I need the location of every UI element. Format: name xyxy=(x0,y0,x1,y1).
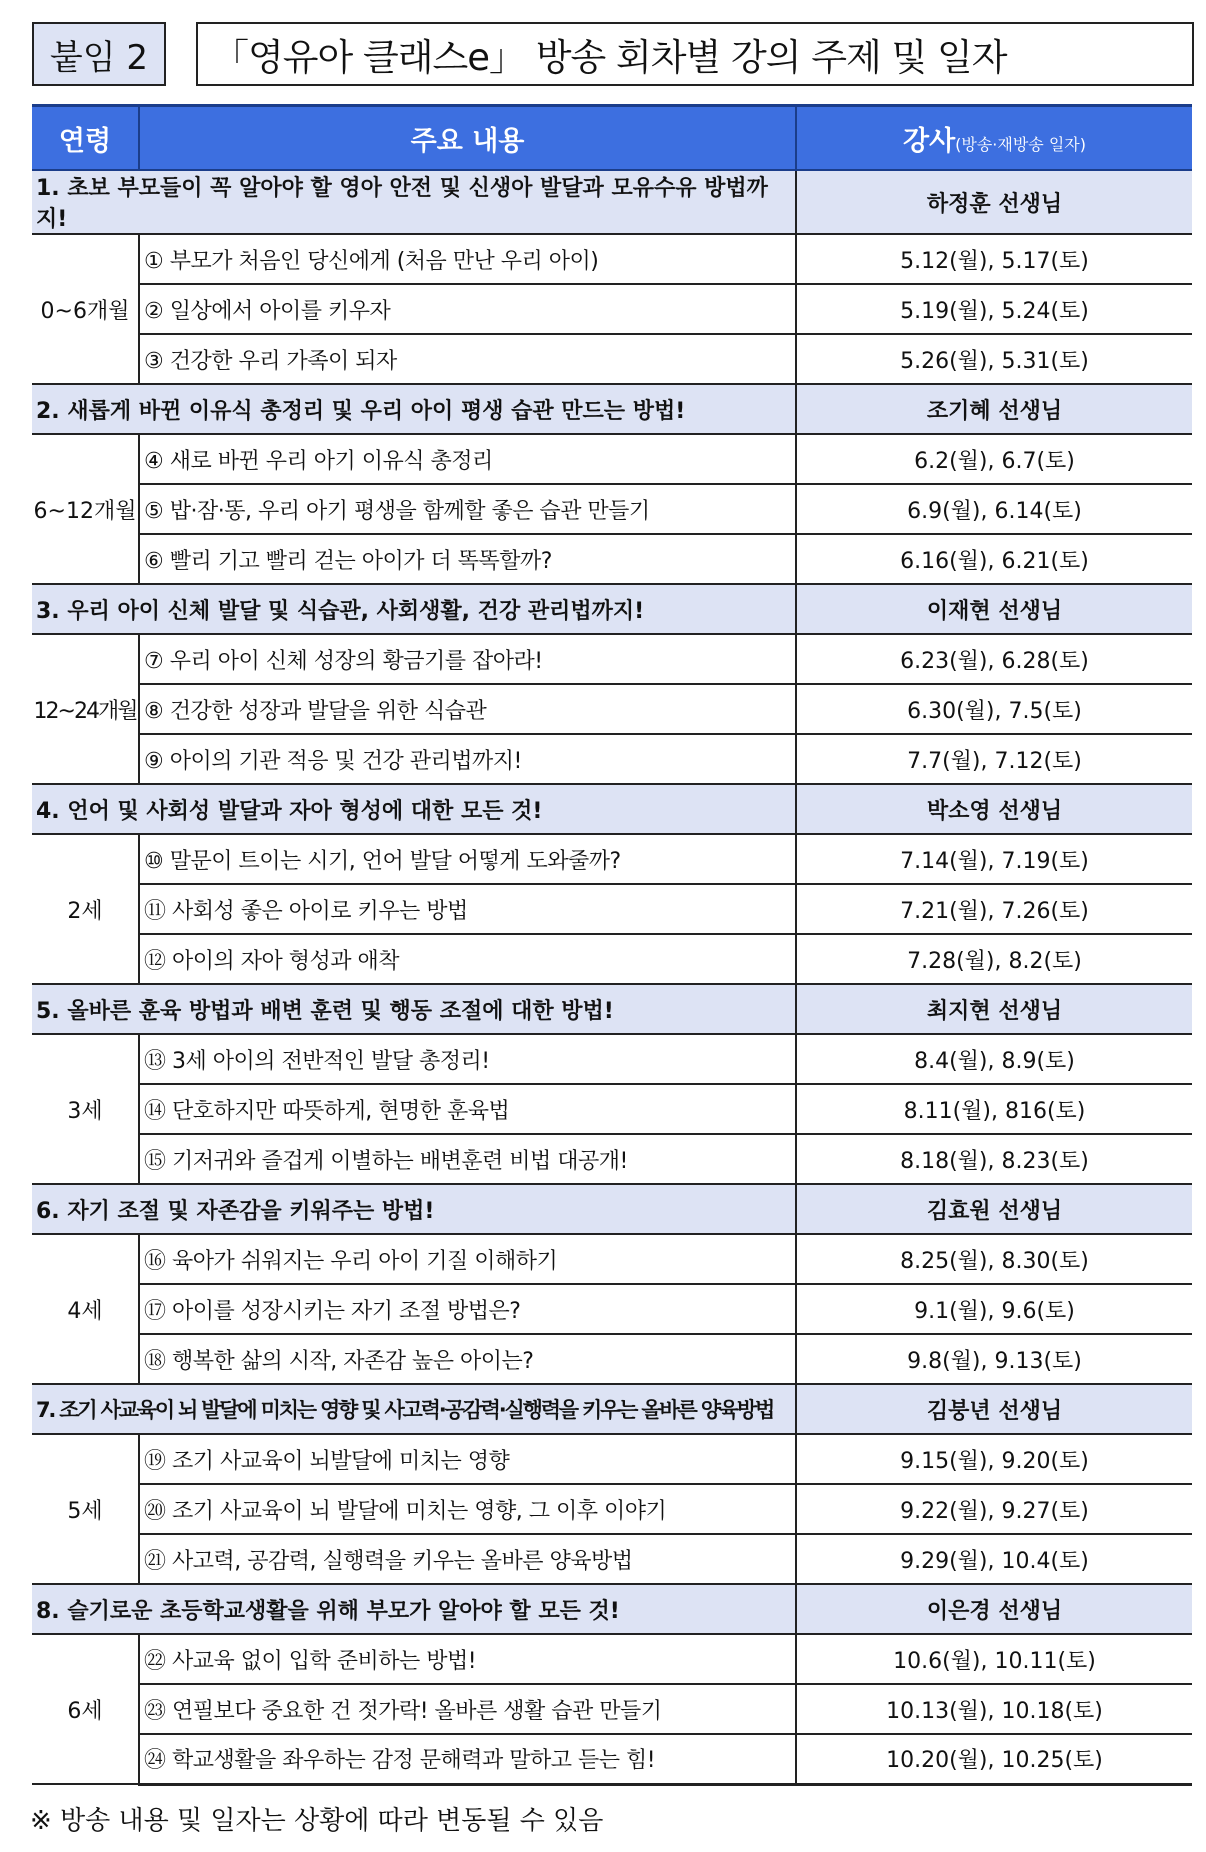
lecture-topic: ⑧ 건강한 성장과 발달을 위한 식습관 xyxy=(139,684,796,734)
attachment-label: 붙임 2 xyxy=(32,22,166,86)
broadcast-dates: 6.30(월), 7.5(토) xyxy=(796,684,1192,734)
footnote: ※ 방송 내용 및 일자는 상황에 따라 변동될 수 있음 xyxy=(30,1806,604,1836)
lecture-topic: ⑪ 사회성 좋은 아이로 키우는 방법 xyxy=(139,884,796,934)
broadcast-dates: 9.8(월), 9.13(토) xyxy=(796,1334,1192,1384)
lecture-topic: ⑬ 3세 아이의 전반적인 발달 총정리! xyxy=(139,1034,796,1084)
column-header-age: 연령 xyxy=(32,106,139,171)
broadcast-dates: 9.15(월), 9.20(토) xyxy=(796,1434,1192,1484)
broadcast-dates: 10.6(월), 10.11(토) xyxy=(796,1634,1192,1684)
section-header-row xyxy=(32,384,1192,434)
table-row xyxy=(32,1334,1192,1384)
age-group: 3세 xyxy=(32,1034,139,1184)
lecture-topic: ⑰ 아이를 성장시키는 자기 조절 방법은? xyxy=(139,1284,796,1334)
lecture-topic: ⑮ 기저귀와 즐겁게 이별하는 배변훈련 비법 대공개! xyxy=(139,1134,796,1184)
section-header-row xyxy=(32,170,1192,234)
lecture-schedule-table xyxy=(32,104,1192,1786)
table-header-row xyxy=(32,106,1192,171)
lecture-topic: ① 부모가 처음인 당신에게 (처음 만난 우리 아이) xyxy=(139,234,796,284)
table-row xyxy=(32,734,1192,784)
lecture-topic: ⑫ 아이의 자아 형성과 애착 xyxy=(139,934,796,984)
lecture-topic: ③ 건강한 우리 가족이 되자 xyxy=(139,334,796,384)
lecture-topic: ⑥ 빨리 기고 빨리 걷는 아이가 더 똑똑할까? xyxy=(139,534,796,584)
section-title: 7. 조기 사교육이 뇌 발달에 미치는 영향 및 사고력·공감력·실행력을 키우는 올바른 양육방법 xyxy=(32,1384,796,1434)
table-row xyxy=(32,284,1192,334)
broadcast-dates: 6.9(월), 6.14(토) xyxy=(796,484,1192,534)
table-row xyxy=(32,234,1192,284)
table-row xyxy=(32,1684,1192,1734)
broadcast-dates: 8.18(월), 8.23(토) xyxy=(796,1134,1192,1184)
section-teacher: 하정훈 선생님 xyxy=(796,170,1192,234)
section-title: 3. 우리 아이 신체 발달 및 식습관, 사회생활, 건강 관리법까지! xyxy=(32,584,796,634)
table-row xyxy=(32,534,1192,584)
broadcast-dates: 7.21(월), 7.26(토) xyxy=(796,884,1192,934)
table-row xyxy=(32,1284,1192,1334)
column-header-content: 주요 내용 xyxy=(139,106,796,171)
table-row xyxy=(32,834,1192,884)
broadcast-dates: 8.4(월), 8.9(토) xyxy=(796,1034,1192,1084)
age-group: 5세 xyxy=(32,1434,139,1584)
table-row xyxy=(32,1084,1192,1134)
table-row xyxy=(32,634,1192,684)
section-header-row xyxy=(32,984,1192,1034)
broadcast-dates: 6.2(월), 6.7(토) xyxy=(796,434,1192,484)
lecture-topic: ⑤ 밥·잠·똥, 우리 아기 평생을 함께할 좋은 습관 만들기 xyxy=(139,484,796,534)
lecture-topic: ㉔ 학교생활을 좌우하는 감정 문해력과 말하고 듣는 힘! xyxy=(139,1734,796,1784)
table-row xyxy=(32,884,1192,934)
lecture-topic: ⑭ 단호하지만 따뜻하게, 현명한 훈육법 xyxy=(139,1084,796,1134)
column-header-teacher-sub: (방송·재방송 일자) xyxy=(955,134,1087,154)
lecture-topic: ㉑ 사고력, 공감력, 실행력을 키우는 올바른 양육방법 xyxy=(139,1534,796,1584)
section-title: 1. 초보 부모들이 꼭 알아야 할 영아 안전 및 신생아 발달과 모유수유 방법까지! xyxy=(32,170,796,234)
age-group: 6세 xyxy=(32,1634,139,1784)
table-row xyxy=(32,334,1192,384)
section-teacher: 이재현 선생님 xyxy=(796,584,1192,634)
section-teacher: 김붕년 선생님 xyxy=(796,1384,1192,1434)
broadcast-dates: 6.23(월), 6.28(토) xyxy=(796,634,1192,684)
section-header-row xyxy=(32,1384,1192,1434)
broadcast-dates: 8.11(월), 816(토) xyxy=(796,1084,1192,1134)
lecture-topic: ⑯ 육아가 쉬워지는 우리 아이 기질 이해하기 xyxy=(139,1234,796,1284)
section-teacher: 김효원 선생님 xyxy=(796,1184,1192,1234)
broadcast-dates: 5.19(월), 5.24(토) xyxy=(796,284,1192,334)
lecture-topic: ② 일상에서 아이를 키우자 xyxy=(139,284,796,334)
table-row xyxy=(32,1634,1192,1684)
table-row xyxy=(32,1034,1192,1084)
table-row xyxy=(32,934,1192,984)
section-title: 2. 새롭게 바뀐 이유식 총정리 및 우리 아이 평생 습관 만드는 방법! xyxy=(32,384,796,434)
section-header-row xyxy=(32,1584,1192,1634)
section-teacher: 최지현 선생님 xyxy=(796,984,1192,1034)
broadcast-dates: 7.7(월), 7.12(토) xyxy=(796,734,1192,784)
table-row xyxy=(32,1484,1192,1534)
section-title: 5. 올바른 훈육 방법과 배변 훈련 및 행동 조절에 대한 방법! xyxy=(32,984,796,1034)
broadcast-dates: 7.14(월), 7.19(토) xyxy=(796,834,1192,884)
document-title: 「영유아 클래스e」 방송 회차별 강의 주제 및 일자 xyxy=(196,22,1194,86)
lecture-topic: ⑲ 조기 사교육이 뇌발달에 미치는 영향 xyxy=(139,1434,796,1484)
table-row xyxy=(32,684,1192,734)
broadcast-dates: 9.29(월), 10.4(토) xyxy=(796,1534,1192,1584)
column-header-teacher xyxy=(796,106,1192,171)
lecture-topic: ⑱ 행복한 삶의 시작, 자존감 높은 아이는? xyxy=(139,1334,796,1384)
lecture-topic: ④ 새로 바뀐 우리 아기 이유식 총정리 xyxy=(139,434,796,484)
table-body xyxy=(32,170,1192,1784)
lecture-topic: ⑳ 조기 사교육이 뇌 발달에 미치는 영향, 그 이후 이야기 xyxy=(139,1484,796,1534)
section-title: 6. 자기 조절 및 자존감을 키워주는 방법! xyxy=(32,1184,796,1234)
broadcast-dates: 10.20(월), 10.25(토) xyxy=(796,1734,1192,1784)
age-group: 0~6개월 xyxy=(32,234,139,384)
section-teacher: 조기혜 선생님 xyxy=(796,384,1192,434)
broadcast-dates: 8.25(월), 8.30(토) xyxy=(796,1234,1192,1284)
broadcast-dates: 9.1(월), 9.6(토) xyxy=(796,1284,1192,1334)
broadcast-dates: 5.12(월), 5.17(토) xyxy=(796,234,1192,284)
broadcast-dates: 9.22(월), 9.27(토) xyxy=(796,1484,1192,1534)
section-title: 8. 슬기로운 초등학교생활을 위해 부모가 알아야 할 모든 것! xyxy=(32,1584,796,1634)
table-row xyxy=(32,1534,1192,1584)
broadcast-dates: 10.13(월), 10.18(토) xyxy=(796,1684,1192,1734)
broadcast-dates: 5.26(월), 5.31(토) xyxy=(796,334,1192,384)
section-header-row xyxy=(32,784,1192,834)
section-header-row xyxy=(32,1184,1192,1234)
section-header-row xyxy=(32,584,1192,634)
section-teacher: 박소영 선생님 xyxy=(796,784,1192,834)
table-row xyxy=(32,434,1192,484)
lecture-topic: ⑨ 아이의 기관 적응 및 건강 관리법까지! xyxy=(139,734,796,784)
section-teacher: 이은경 선생님 xyxy=(796,1584,1192,1634)
table-row xyxy=(32,1234,1192,1284)
table-row xyxy=(32,1134,1192,1184)
column-header-teacher-label: 강사 xyxy=(902,125,956,157)
age-group: 6~12개월 xyxy=(32,434,139,584)
table-row xyxy=(32,1434,1192,1484)
table-row xyxy=(32,1734,1192,1784)
lecture-topic: ⑩ 말문이 트이는 시기, 언어 발달 어떻게 도와줄까? xyxy=(139,834,796,884)
broadcast-dates: 6.16(월), 6.21(토) xyxy=(796,534,1192,584)
table-row xyxy=(32,484,1192,534)
age-group: 2세 xyxy=(32,834,139,984)
age-group: 12~24개월 xyxy=(32,634,139,784)
lecture-topic: ㉒ 사교육 없이 입학 준비하는 방법! xyxy=(139,1634,796,1684)
lecture-topic: ⑦ 우리 아이 신체 성장의 황금기를 잡아라! xyxy=(139,634,796,684)
section-title: 4. 언어 및 사회성 발달과 자아 형성에 대한 모든 것! xyxy=(32,784,796,834)
broadcast-dates: 7.28(월), 8.2(토) xyxy=(796,934,1192,984)
lecture-topic: ㉓ 연필보다 중요한 건 젓가락! 올바른 생활 습관 만들기 xyxy=(139,1684,796,1734)
age-group: 4세 xyxy=(32,1234,139,1384)
